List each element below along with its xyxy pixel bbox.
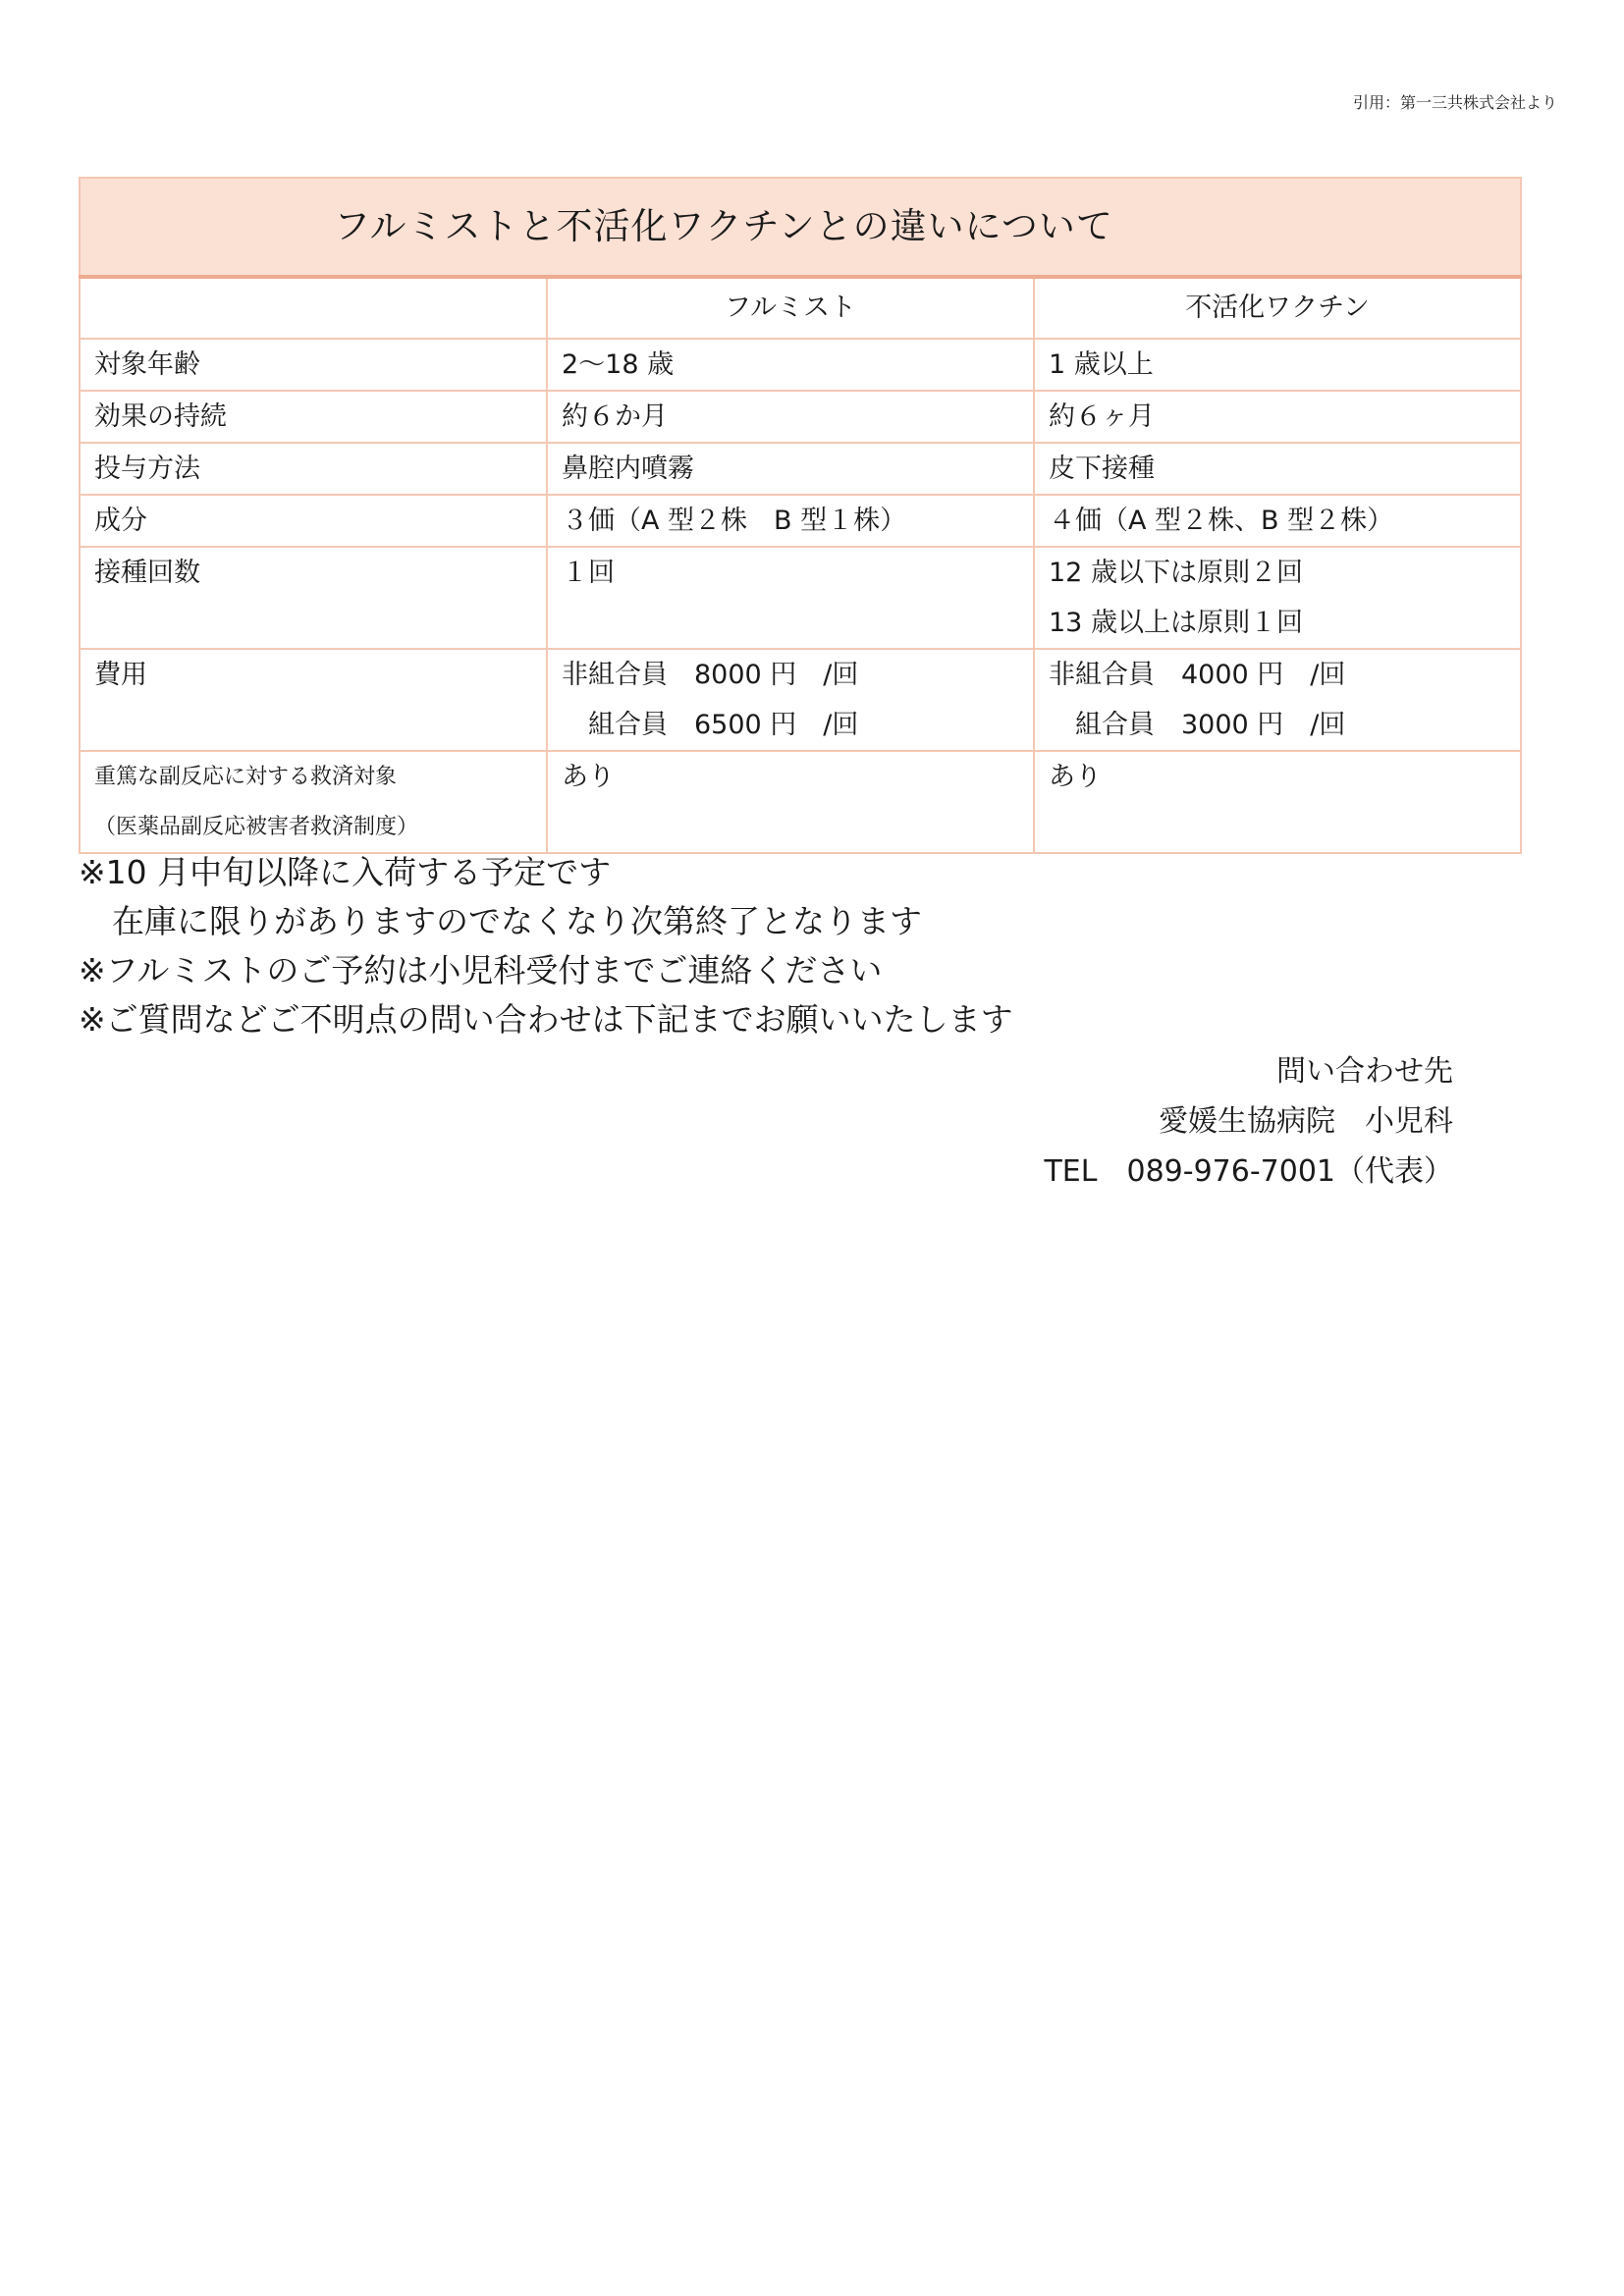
note-line: ※ご質問などご不明点の問い合わせは下記までお願いいたします [79, 1000, 1013, 1039]
inactivated-cell: ４価（A 型２株、B 型２株） [1034, 495, 1521, 547]
notes-section [79, 848, 1013, 1044]
row-label: 対象年齢 [80, 339, 547, 391]
flumist-cell: １回 [547, 547, 1034, 649]
table-row [80, 443, 1521, 495]
contact-organization: 愛媛生協病院 小児科 [1159, 1104, 1453, 1139]
row-label: 効果の持続 [80, 391, 547, 443]
inactivated-cell: 皮下接種 [1034, 443, 1521, 495]
table-row [80, 751, 1521, 853]
contact-phone: TEL 089-976-7001（代表） [1044, 1154, 1453, 1189]
flumist-cell: 約６か月 [547, 391, 1034, 443]
note-line: 在庫に限りがありますのでなくなり次第終了となります [112, 902, 922, 940]
inactivated-cell: あり [1034, 751, 1521, 853]
row-label: 成分 [80, 495, 547, 547]
contact-heading: 問い合わせ先 [1276, 1054, 1453, 1089]
inactivated-cell: 非組合員 4000 円 /回 組合員 3000 円 /回 [1034, 649, 1521, 751]
row-label: 重篤な副反応に対する救済対象 （医薬品副反応被害者救済制度） [80, 751, 547, 853]
flumist-cell: 2～18 歳 [547, 339, 1034, 391]
note-line: ※フルミストのご予約は小児科受付までご連絡ください [79, 951, 883, 989]
column-header-empty [80, 277, 547, 339]
flumist-cell: あり [547, 751, 1034, 853]
note-line: ※10 月中旬以降に入荷する予定です [79, 853, 612, 891]
comparison-table [79, 177, 1522, 854]
table-row [80, 649, 1521, 751]
column-header-flumist: フルミスト [547, 277, 1034, 339]
table-row [80, 495, 1521, 547]
page-title: フルミストと不活化ワクチンとの違いについて [80, 178, 1521, 277]
flumist-cell: 非組合員 8000 円 /回 組合員 6500 円 /回 [547, 649, 1034, 751]
row-label: 投与方法 [80, 443, 547, 495]
inactivated-cell: 約６ヶ月 [1034, 391, 1521, 443]
column-header-inactivated: 不活化ワクチン [1034, 277, 1521, 339]
citation-text: 引用：第一三共株式会社より [1352, 93, 1557, 112]
inactivated-cell: 1 歳以上 [1034, 339, 1521, 391]
flumist-cell: ３価（A 型２株 B 型１株） [547, 495, 1034, 547]
flumist-cell: 鼻腔内噴霧 [547, 443, 1034, 495]
row-label: 接種回数 [80, 547, 547, 649]
table-row [80, 547, 1521, 649]
inactivated-cell: 12 歳以下は原則２回 13 歳以上は原則１回 [1034, 547, 1521, 649]
table-row [80, 339, 1521, 391]
table-row [80, 391, 1521, 443]
contact-block [1044, 1046, 1453, 1197]
row-label: 費用 [80, 649, 547, 751]
